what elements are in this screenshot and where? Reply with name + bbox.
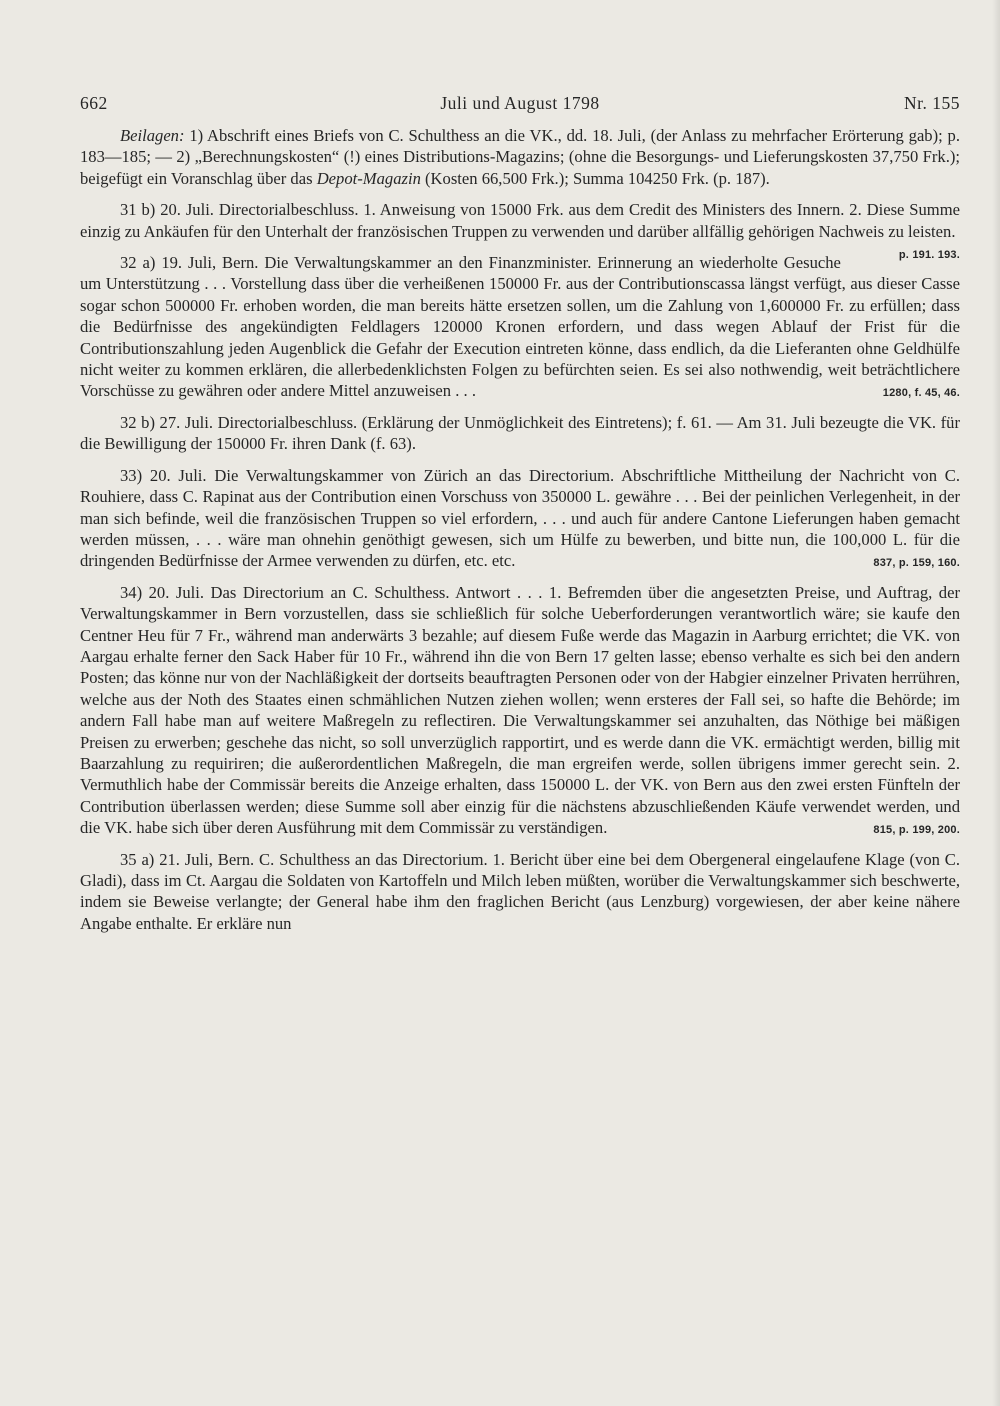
entry-35a: [80, 849, 960, 935]
body-text: [80, 125, 960, 944]
entry-text: 31 b) 20. Juli. Directorialbeschluss. 1. Anweisung von 15000 Frk. aus dem Credit des Ministers des Innern. 2. Diese Summe einzig zu Ankäufen für den Unterhalt der französischen Truppen zu verwenden und darüber allfällig gehörigen Nachweis zu leisten.: [80, 200, 960, 241]
entry-33: [80, 465, 960, 572]
beilagen-text-end: (Kosten 66,500 Frk.); Summa 104250 Frk. (p. 187).: [420, 168, 770, 188]
archive-reference: 815, p. 199, 200.: [873, 824, 960, 837]
entry-text: 35 a) 21. Juli, Bern. C. Schulthess an das Directorium. 1. Bericht über eine bei dem Obergeneral eingelaufene Klage (von C. Gladi), dass im Ct. Aargau die Soldaten von Kartoffeln und Milch leben müßten, worüber die Verwaltungskammer sich beschwerte, indem sie Beweise verlangte; der General habe ihm den fraglichen Bericht (aus Lenzburg) vorgewiesen, der aber keine nähere Angabe enthalte. Er erkläre nun: [80, 849, 960, 933]
scan-shadow: [992, 0, 1000, 1406]
entry-text: 33) 20. Juli. Die Verwaltungskammer von Zürich an das Directorium. Abschriftliche Mittheilung der Nachricht von C. Rouhiere, dass C. Rapinat aus der Contribution einen Vorschuss von 350000 L. gewähre . . . Bei der peinlichen Verlegenheit, in der man sich befinde, weil die französischen Truppen so viel erfordern, . . . und auch für andere Cantone Lieferungen haben gemacht werden müssen, . . . wäre man ohnehin genöthigt gewesen, sich um Hülfe zu bewerben, und bitte nun, die 100,000 L. für die dringenden Bedürfnisse der Armee verwenden zu dürfen, etc. etc.: [80, 465, 960, 571]
archive-reference: 1280, f. 45, 46.: [882, 387, 960, 400]
beilagen-paragraph: [80, 125, 960, 189]
running-title: Juli und August 1798: [440, 93, 600, 113]
archive-reference: p. 191. 193.: [898, 249, 960, 262]
page-number: 662: [80, 93, 108, 113]
archive-reference: 837, p. 159, 160.: [873, 557, 960, 570]
entry-34: [80, 582, 960, 839]
page-header: [80, 93, 960, 117]
entry-text: 32 a) 19. Juli, Bern. Die Verwaltungskammer an den Finanzminister. Erinnerung an wiederholte Gesuche um Unterstützung . . . Vorstellung dass über die verheißenen 150000 Fr. aus der Contributionscassa längst verfügt, aus dieser Casse sogar schon 500000 Fr. erhoben worden, die man bereits hätte ersetzen sollen, um die Zahlung von 1,600000 Fr. zu erfüllen; dass die Bedürfnisse des angekündigten Feldlagers 120000 Kronen erfordern, und dass wegen Ablauf der Frist für die Contributionszahlung jeden Augenblick die Gefahr der Execution eintreten könne, dass endlich, da die Lieferanten ohne Geldhülfe nicht weiter zu kommen erklären, die allerbedenklichsten Folgen zu befürchten seien. Es sei also nothwendig, weit beträchtlichere Vorschüsse zu gewähren oder andere Mittel anzuweisen . . .: [80, 253, 960, 401]
entry-text: 32 b) 27. Juli. Directorialbeschluss. (Erklärung der Unmöglichkeit des Eintretens); f. 61. — Am 31. Juli bezeugte die VK. für die Bewilligung der 150000 Fr. ihren Dank (f. 63).: [80, 412, 960, 454]
beilagen-text: 1) Abschrift eines Briefs von C. Schulthess an die VK., dd. 18. Juli, (der Anlass zu mehrfacher Erörterung gab); p. 183—185; — 2) „Berechnungskosten“ (!) eines Distributions-Magazins; (ohne die Besorgungs- und Lieferungskosten 37,750 Frk.); beigefügt ein Voranschlag über das: [80, 126, 960, 188]
document-number: Nr. 155: [904, 93, 960, 113]
entry-31b: [80, 199, 960, 262]
entry-text: 34) 20. Juli. Das Directorium an C. Schulthess. Antwort . . . 1. Befremden über die angesetzten Preise, und Auftrag, der Verwaltungskammer in Bern vorzustellen, dass sie schließlich für solche Ueberforderungen verantwortlich wäre; sie kaufe den Centner Heu für 7 Fr., während man anderwärts 3 bezahle; auf diesem Fuße werde das Magazin in Aarburg errichtet; die VK. von Aargau erhalte ferner den Sack Haber für 10 Fr., während ihn die von Bern 17 gelten lasse; ebenso verhalte es sich bei den andern Posten; das könne nur von der Nachläßigkeit der dortseits beauftragten Personen oder von der Habgier einzelner Privaten herrühren, welche aus der Noth des Staates einen schmählichen Nutzen ziehen wollen; wenn ersteres der Fall sei, so hafte die Behörde; im andern Fall habe man auf weitere Maßregeln zu reflectiren. Die Verwaltungskammer sei anzuhalten, das Nöthige bei mäßigen Preisen zu erwerben; geschehe das nicht, so soll unverzüglich rapportirt, und es werde dann die VK. ermächtigt werden, billig mit Baarzahlung zu requiriren; die außerordentlichen Maßregeln, die man ergreifen werde, sollen übrigens immer gerecht sein. 2. Vermuthlich habe der Commissär bereits die Anzeige erhalten, dass 150000 L. der VK. von Bern aus den zwei ersten Fünfteln der Contribution überlassen werden; diese Summe soll aber einzig für die nächstens abzuschließenden Käufe verwendet werden, und die VK. habe sich über deren Ausführung mit dem Commissär zu verständigen.: [80, 582, 960, 838]
entry-32b: [80, 412, 960, 455]
depot-magazin-term: Depot-Magazin: [316, 168, 421, 188]
entry-32a: [80, 252, 960, 402]
beilagen-label: Beilagen:: [120, 126, 185, 145]
